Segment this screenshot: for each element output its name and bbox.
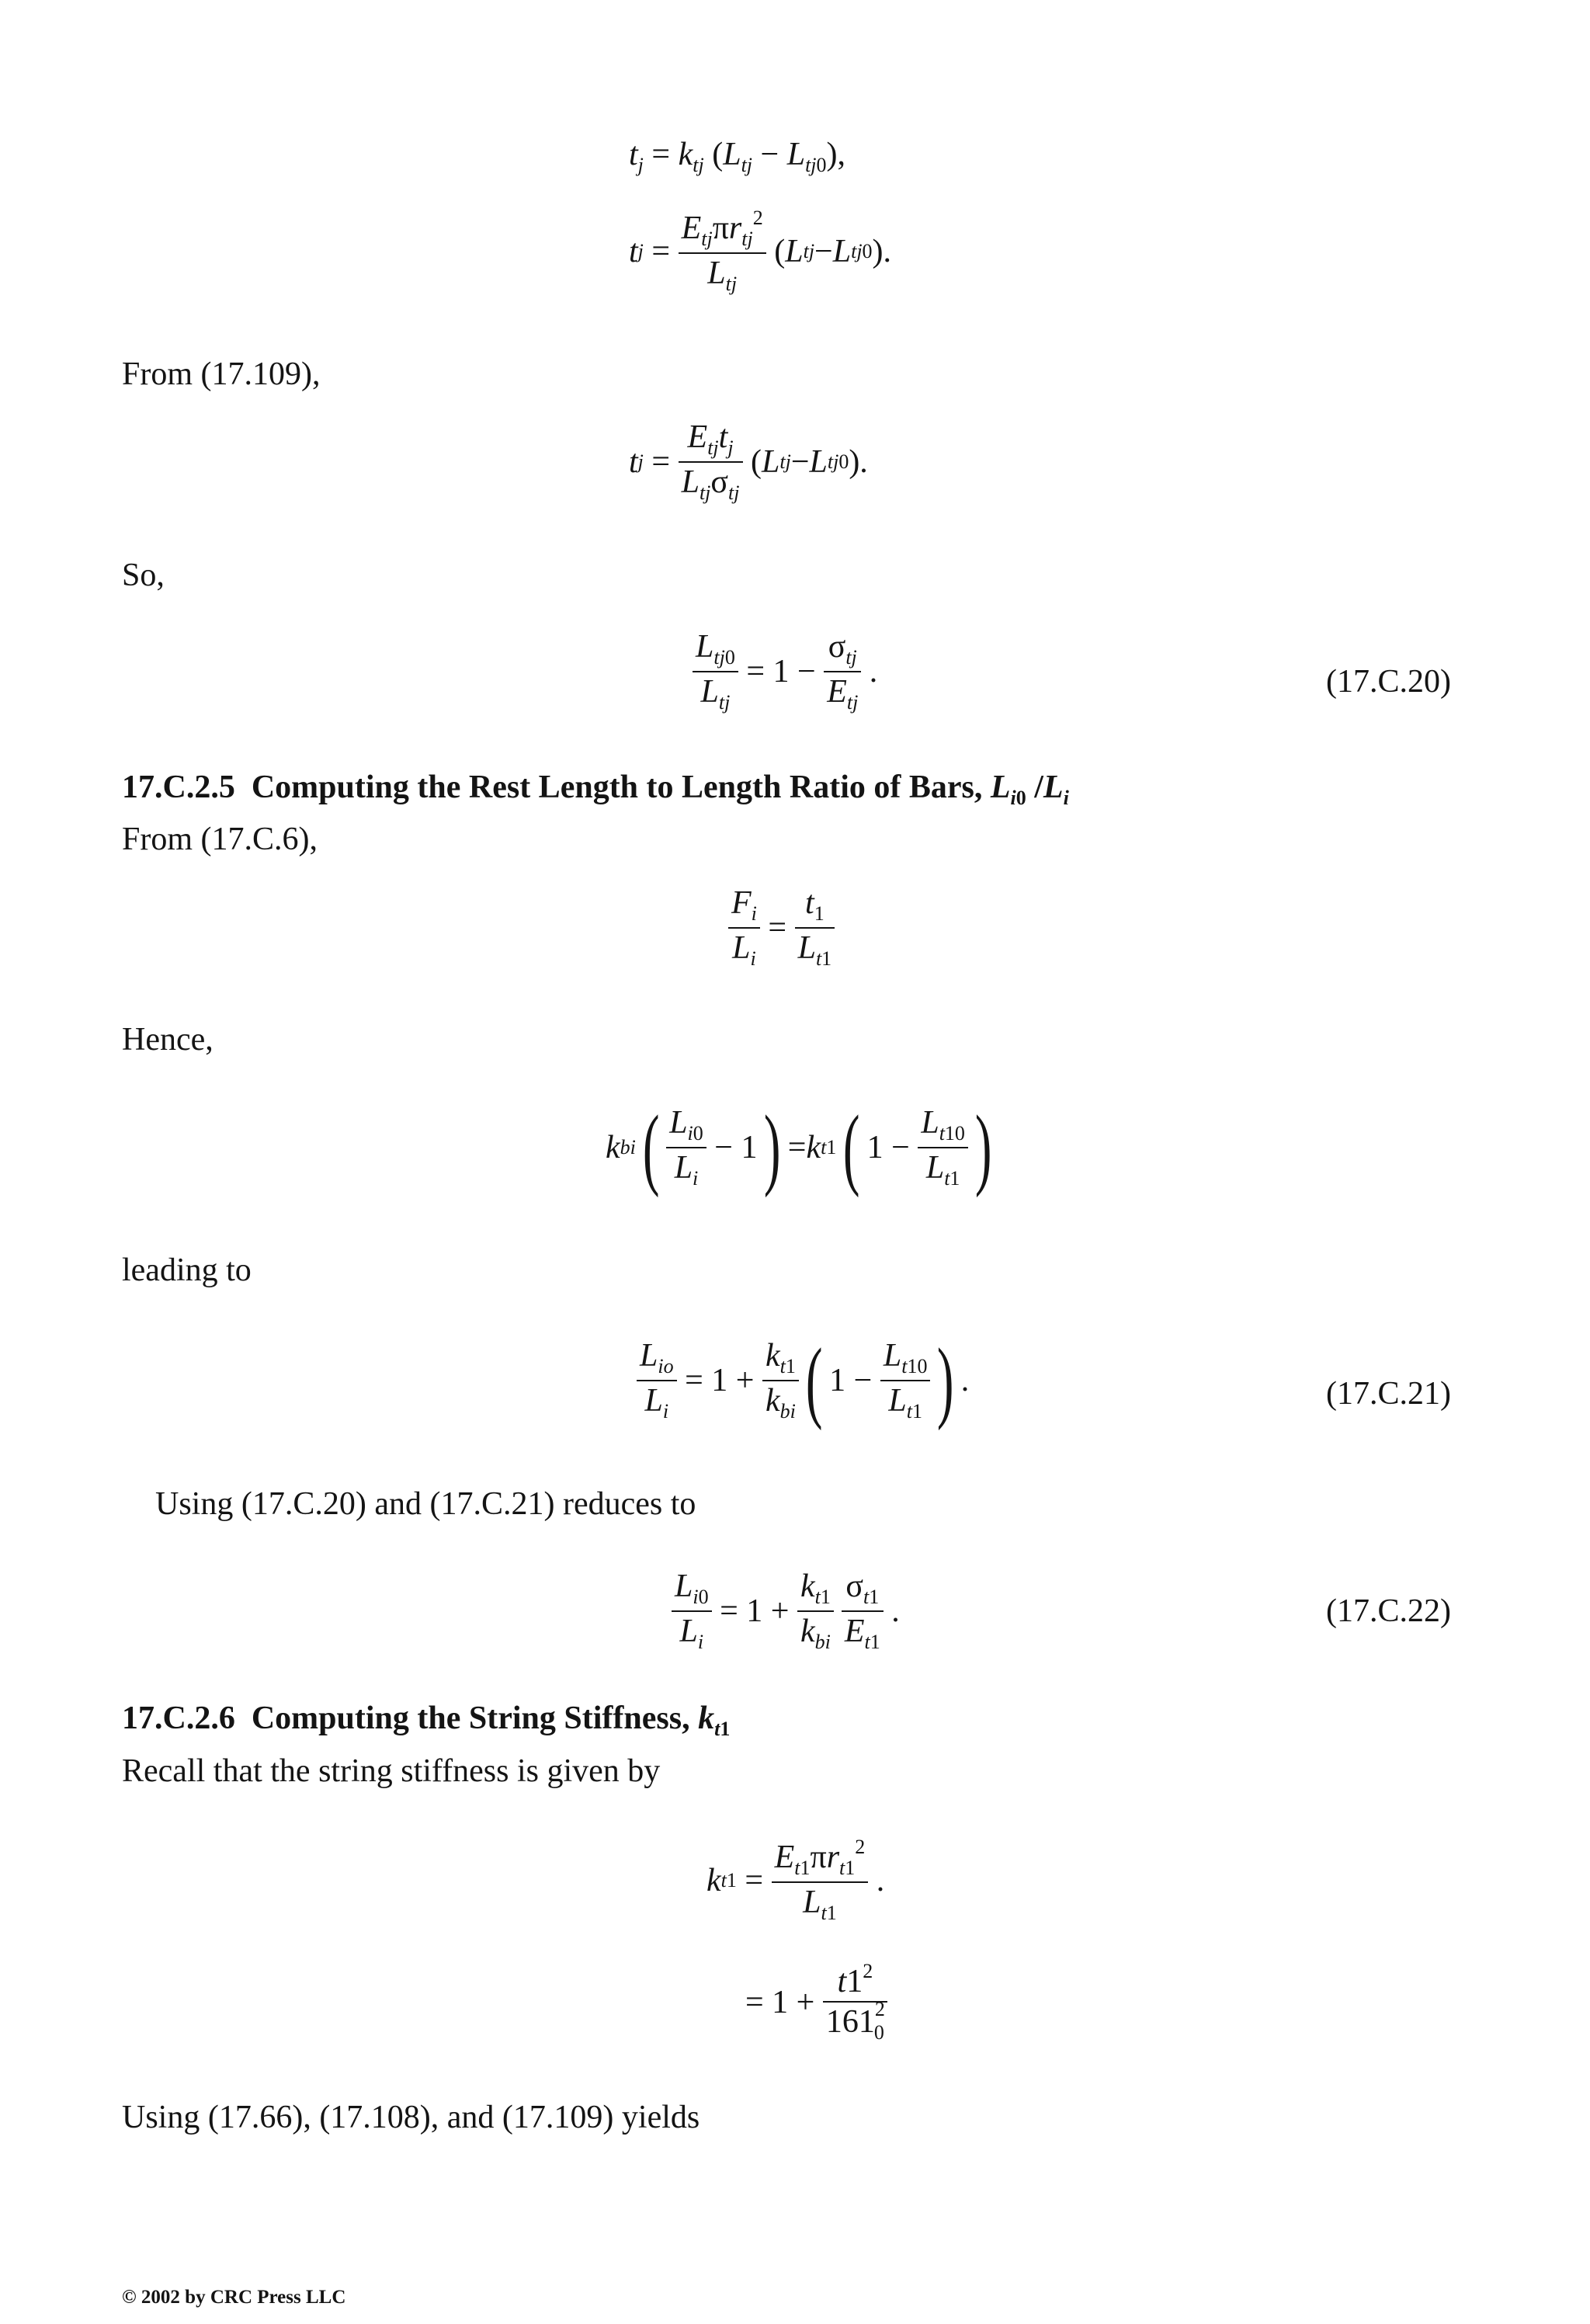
heading-title: Computing the Rest Length to Length Ratio of Bars, <box>251 769 983 805</box>
equation-force-ratio: $\frac{F_i}{L_i}$ = $\frac{t_1}{L_{t1}}$ <box>728 887 835 969</box>
paragraph-so: So, <box>122 558 165 593</box>
paragraph-from-17-109: From (17.109), <box>122 356 321 392</box>
equation-number-21: (17.C.21) <box>1326 1376 1451 1412</box>
equation-17-C-22: $\frac{L_{i0}}{L_i}$ = 1 + $\frac{k_{t1}}{k_{bi}}$ $\frac{\sigma_{t1}}{E_{t1}}$ . <box>672 1570 900 1652</box>
section-heading-17-C-2-6: 17.C.2.6 Computing the String Stiffness, $k_{t1}$ <box>122 1700 731 1740</box>
equation-stiffness-balance: k bi ( $\frac{L_{i0}}{L_i}$ − 1 ) = k t 1 ( 1 − $\frac{L_{t10}}{L_{t1}}$ ) <box>606 1096 992 1198</box>
section-heading-17-C-2-5: 17.C.2.5 Computing the Rest Length to Length Ratio of Bars, $L_{i0}$ $/L_i$ <box>122 769 1069 809</box>
equation-number-20: (17.C.20) <box>1326 664 1451 700</box>
equation-string-stiffness: k t 1 = $\frac{E_{t1}\pi r_{t1}^2}{L_{t1}}$ . <box>706 1836 885 1924</box>
equation-17-C-21: $\frac{L_{io}}{L_i}$ = 1 + $\frac{k_{t1}}{k_{bi}}$ ( 1 − $\frac{L_{t10}}{L_{t1}}$ ) . <box>637 1339 969 1422</box>
paragraph-using-20-21: Using (17.C.20) and (17.C.21) reduces to <box>155 1486 696 1522</box>
paragraph-hence: Hence, <box>122 1022 214 1058</box>
paragraph-using-66: Using (17.66), (17.108), and (17.109) yields <box>122 2100 700 2135</box>
heading-number: 17.C.2.5 <box>122 769 235 805</box>
heading-title: Computing the String Stiffness, <box>251 1700 690 1736</box>
equation-tj-modulus: t j = $\frac{E_{tj}\pi r_{tj}^2}{L_{tj}}$ ( L tj − L tj 0 ). <box>629 207 892 295</box>
copyright-footer: © 2002 by CRC Press LLC <box>122 2287 346 2308</box>
equation-tj-stiffness: $t_j = k_{tj}$ $(L_{tj} - L_{tj0})$, <box>629 137 846 176</box>
equation-number-22: (17.C.22) <box>1326 1593 1451 1629</box>
paragraph-leading-to: leading to <box>122 1252 252 1288</box>
equation-17-C-20: $\frac{L_{tj0}}{L_{tj}}$ = 1 − $\frac{\sigma_{tj}}{E_{tj}}$ . <box>693 631 877 713</box>
paragraph-from-17-C-6: From (17.C.6), <box>122 822 318 857</box>
equation-extra-term: = 1 + $\frac{t1^2}{161_{20}}$ <box>745 1961 887 2043</box>
heading-number: 17.C.2.6 <box>122 1700 235 1736</box>
equation-tj-stress: t j = $\frac{E_{tj}t_j}{L_{tj}\sigma_{tj}}$ ( L tj − L tj 0 ). <box>629 419 868 504</box>
paragraph-recall: Recall that the string stiffness is given by <box>122 1753 661 1789</box>
